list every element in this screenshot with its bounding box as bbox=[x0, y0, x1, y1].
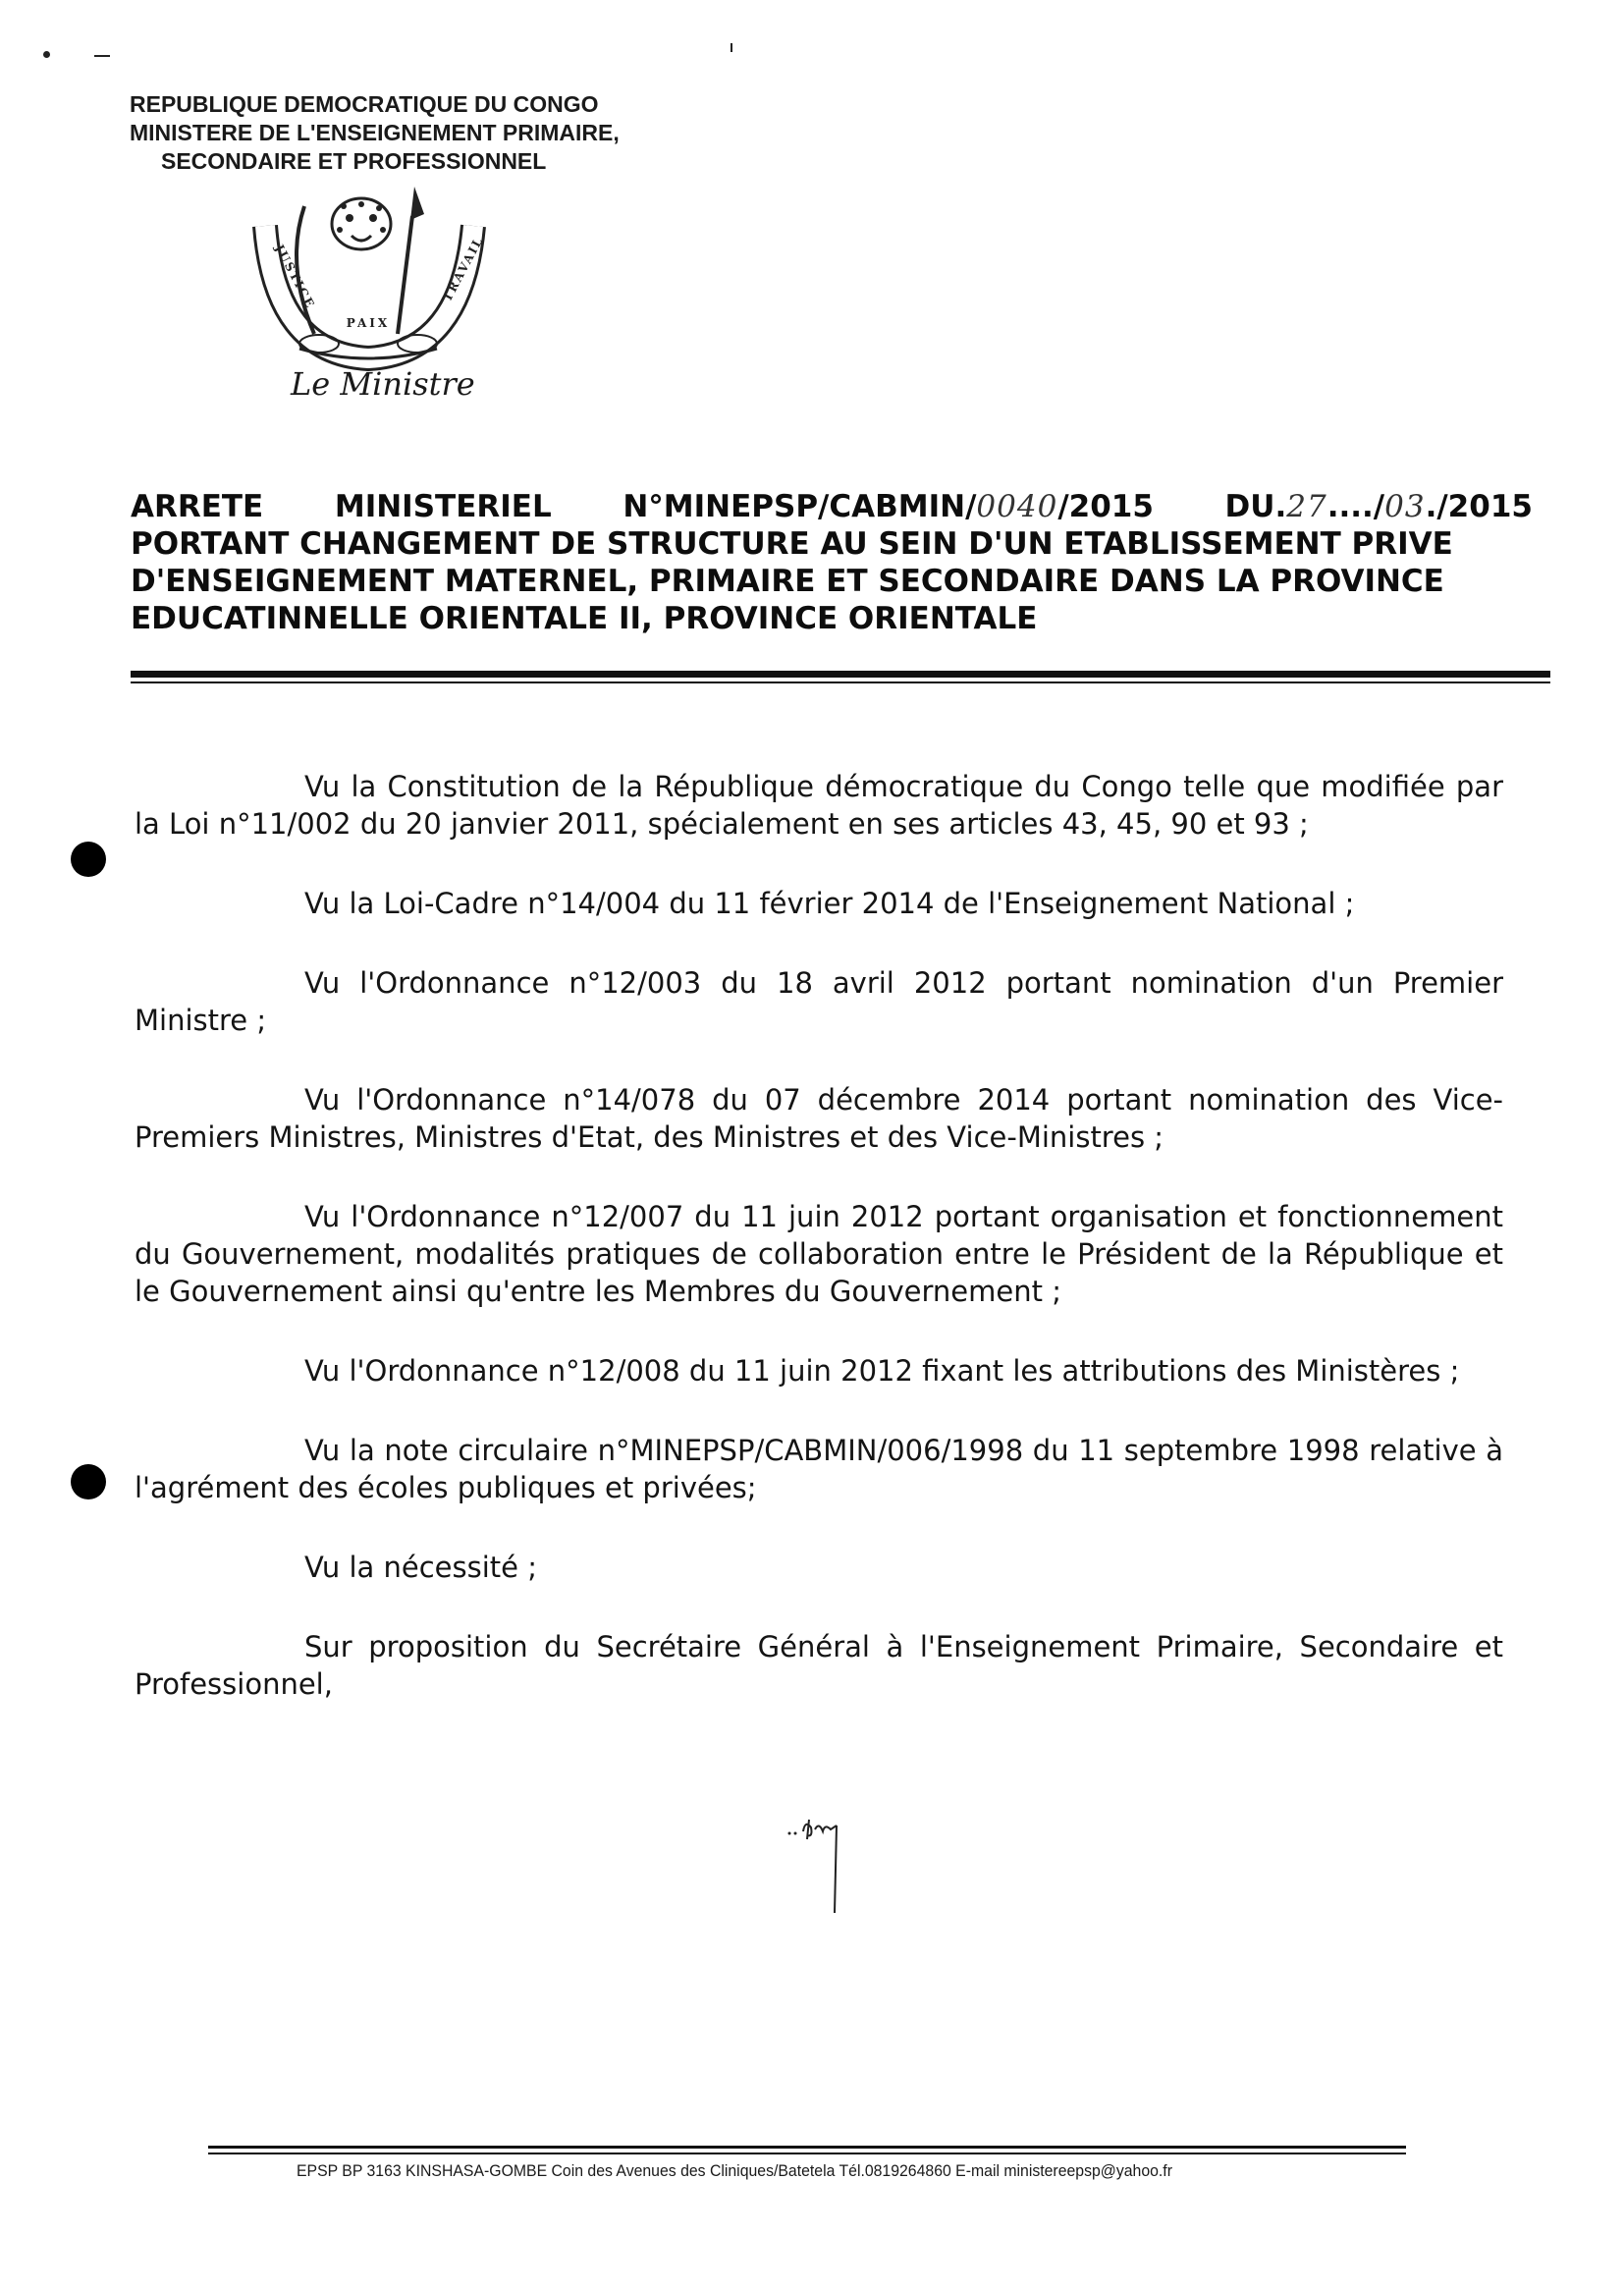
footer-rule bbox=[208, 2146, 1406, 2149]
decree-date bbox=[1225, 488, 1533, 525]
ref-prefix: N°MINEPSP/CABMIN/ bbox=[623, 489, 977, 524]
preamble-paragraph: Vu l'Ordonnance n°12/007 du 11 juin 2012 portant organisation et fonctionnement du Gouvernement, modalités pratiques de collaboration entre le Président de la République et le Gouvernement ainsi qu'entre les Membres du Gouvernement ; bbox=[135, 1200, 1503, 1308]
header-line-2: MINISTERE DE L'ENSEIGNEMENT PRIMAIRE, bbox=[130, 120, 620, 145]
title-line-3: D'ENSEIGNEMENT MATERNEL, PRIMAIRE ET SECONDAIRE DANS LA PROVINCE bbox=[131, 564, 1444, 599]
header-line-1: REPUBLIQUE DEMOCRATIQUE DU CONGO bbox=[130, 91, 599, 117]
punch-hole-mark bbox=[71, 1464, 106, 1499]
preamble-paragraph: Vu la Constitution de la République démocratique du Congo telle que modifiée par la Loi n°11/002 du 20 janvier 2011, spécialement en ses articles 43, 45, 90 et 93 ; bbox=[135, 770, 1503, 841]
title-underline-thin bbox=[131, 681, 1550, 683]
handwritten-month: 03 bbox=[1384, 489, 1426, 524]
footer-address: EPSP BP 3163 KINSHASA-GOMBE Coin des Avenues des Cliniques/Batetela Tél.0819264860 E-mail ministereepsp@yahoo.fr bbox=[297, 2161, 1172, 2180]
decree-reference-line bbox=[131, 488, 1533, 525]
handwritten-ref-number: 0040 bbox=[976, 489, 1058, 524]
motto-travail: TRAVAIL bbox=[440, 234, 486, 304]
handwritten-initials bbox=[785, 1810, 864, 1918]
preamble-paragraph: Sur proposition du Secrétaire Général à l'Enseignement Primaire, Secondaire et Professionnel, bbox=[135, 1630, 1503, 1701]
preamble-paragraph: Vu la nécessité ; bbox=[304, 1551, 537, 1584]
header-line-3: SECONDAIRE ET PROFESSIONNEL bbox=[161, 148, 547, 174]
date-prefix: DU. bbox=[1224, 489, 1287, 524]
title-line-4: EDUCATINNELLE ORIENTALE II, PROVINCE ORIENTALE bbox=[131, 601, 1038, 636]
scan-speck bbox=[731, 43, 732, 52]
ref-year: /2015 bbox=[1057, 489, 1154, 524]
date-year: ./2015 bbox=[1425, 489, 1533, 524]
coat-of-arms-emblem bbox=[245, 187, 491, 383]
ministry-header bbox=[130, 90, 620, 176]
title-word-ministeriel: MINISTERIEL bbox=[334, 489, 552, 524]
title-word-arrete: ARRETE bbox=[131, 489, 264, 524]
motto-paix: PAIX bbox=[346, 316, 391, 330]
preamble-paragraph: Vu la Loi-Cadre n°14/004 du 11 février 2014 de l'Enseignement National ; bbox=[304, 887, 1355, 920]
date-separator: ..../ bbox=[1326, 489, 1385, 524]
preamble-paragraph: Vu l'Ordonnance n°12/008 du 11 juin 2012 fixant les attributions des Ministères ; bbox=[304, 1354, 1460, 1388]
minister-title: Le Ministre bbox=[291, 365, 475, 403]
handwritten-day: 27 bbox=[1286, 489, 1327, 524]
decree-number bbox=[623, 488, 1154, 525]
scan-speck bbox=[94, 55, 110, 57]
punch-hole-mark bbox=[71, 842, 106, 877]
leopard-head-icon bbox=[332, 198, 391, 249]
motto-justice: JUSTICE bbox=[272, 242, 318, 312]
decree-title bbox=[131, 488, 1533, 637]
footer-rule bbox=[208, 2153, 1406, 2154]
preamble-paragraph: Vu l'Ordonnance n°12/003 du 18 avril 2012 portant nomination d'un Premier Ministre ; bbox=[135, 966, 1503, 1037]
preamble-paragraph: Vu l'Ordonnance n°14/078 du 07 décembre 2014 portant nomination des Vice-Premiers Ministres, Ministres d'Etat, des Ministres et des Vice-Ministres ; bbox=[135, 1083, 1503, 1154]
title-underline-thick bbox=[131, 671, 1550, 678]
title-line-2: PORTANT CHANGEMENT DE STRUCTURE AU SEIN D'UN ETABLISSEMENT PRIVE bbox=[131, 526, 1453, 562]
decree-preamble bbox=[135, 768, 1503, 1745]
scan-speck bbox=[43, 51, 50, 58]
spear-icon bbox=[398, 187, 424, 334]
preamble-paragraph: Vu la note circulaire n°MINEPSP/CABMIN/006/1998 du 11 septembre 1998 relative à l'agrément des écoles publiques et privées; bbox=[135, 1434, 1503, 1504]
